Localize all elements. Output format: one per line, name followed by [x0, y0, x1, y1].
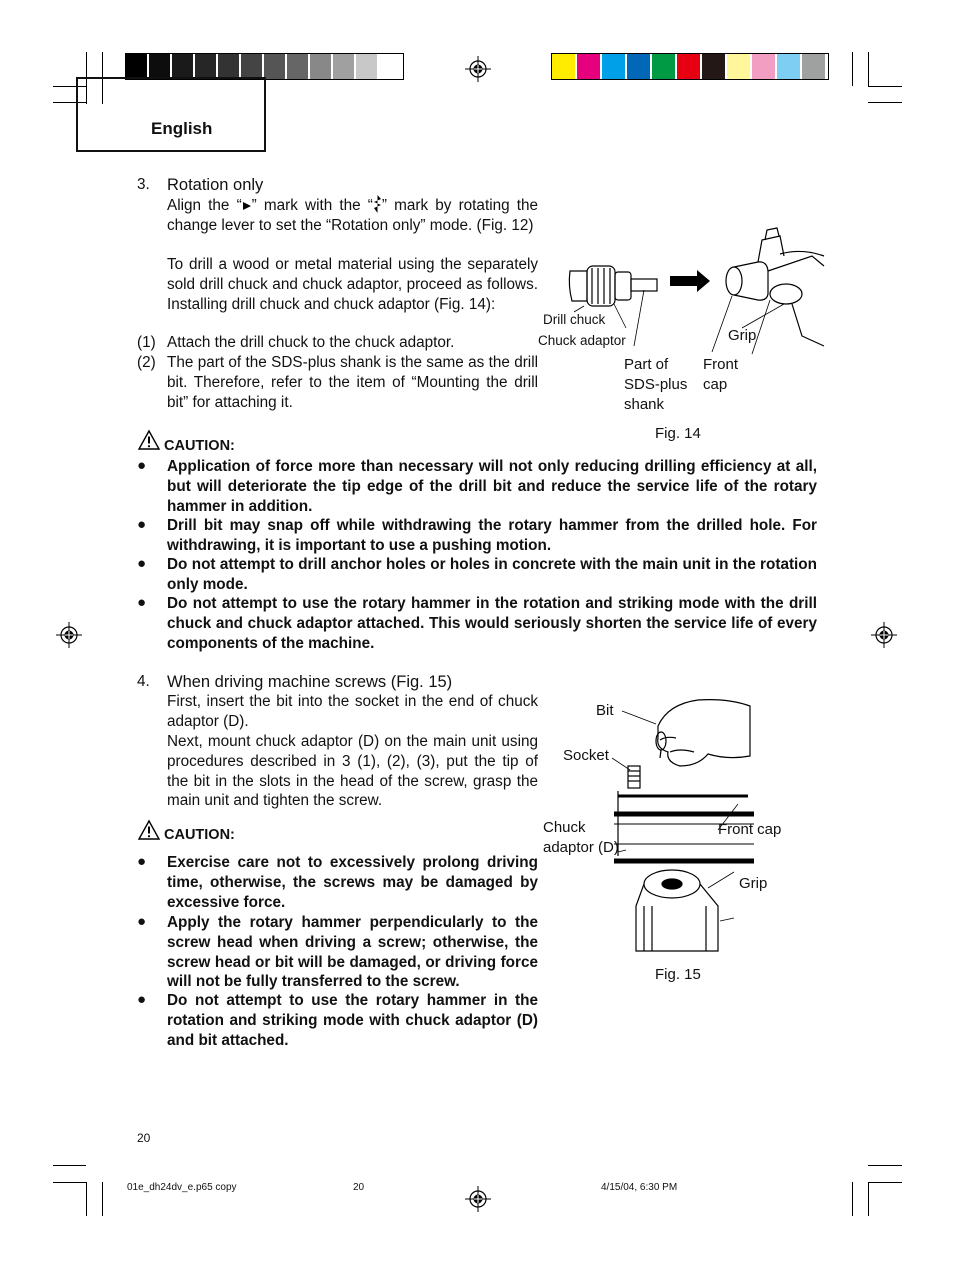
section3-title: Rotation only — [167, 176, 264, 194]
color-swatch — [287, 54, 308, 79]
registration-mark-right-icon — [871, 622, 897, 648]
grayscale-color-bar — [125, 53, 404, 80]
step-2-number: (2) — [137, 354, 156, 371]
fig14-caption: Fig. 14 — [655, 425, 701, 442]
section4-title: When driving machine screws (Fig. 15) — [167, 673, 453, 691]
color-swatch — [172, 54, 193, 79]
caution1-heading: CAUTION: — [164, 438, 235, 454]
color-swatch — [777, 54, 800, 79]
color-swatch — [218, 54, 239, 79]
color-swatch — [149, 54, 170, 79]
color-swatch — [310, 54, 331, 79]
fig15-caption: Fig. 15 — [655, 966, 701, 983]
step-1-text: Attach the drill chuck to the chuck adaptor. — [167, 334, 455, 351]
fig15-label-socket: Socket — [563, 747, 609, 764]
caution1-bullet-4: ● — [137, 594, 147, 611]
drill-bit-icon — [373, 195, 382, 213]
color-swatch — [677, 54, 700, 79]
language-label: English — [151, 119, 213, 138]
fig14-label-drill-chuck: Drill chuck — [543, 312, 606, 327]
color-swatch — [602, 54, 625, 79]
fig14-label-grip: Grip — [728, 327, 757, 344]
color-swatch — [627, 54, 650, 79]
caution1-item-2: Drill bit may snap off while withdrawing the rotary hammer from the drilled hole. For withdrawing, it is important to use a pushing motion. — [167, 517, 817, 554]
arrow-right-icon — [670, 270, 710, 292]
color-swatch — [702, 54, 725, 79]
footer-file-name: 01e_dh24dv_e.p65 copy — [127, 1182, 237, 1193]
fig15-label-grip: Grip — [739, 875, 768, 892]
caution2-bullet-2: ● — [137, 913, 147, 930]
caution2-item-2: Apply the rotary hammer perpendicularly to the screw head when driving a screw; otherwise, the screw head or bit will be damaged, or driving force will not be fully transferred to the screw. — [167, 914, 538, 991]
color-swatch — [356, 54, 377, 79]
fig14-label-cap: cap — [703, 376, 728, 393]
section3-number: 3. — [137, 176, 150, 193]
caution1-bullet-2: ● — [137, 516, 147, 533]
registration-mark-left-icon — [56, 622, 82, 648]
warning-triangle-icon — [138, 820, 160, 840]
caution2-bullet-3: ● — [137, 991, 147, 1008]
caution2-item-1: Exercise care not to excessively prolong driving time, otherwise, the screws may be damaged by excessive force. — [167, 854, 538, 911]
color-swatch — [241, 54, 262, 79]
color-swatch — [333, 54, 354, 79]
fig15-label-chuck: Chuck — [543, 819, 586, 836]
footer-date: 4/15/04, 6:30 PM — [601, 1182, 678, 1193]
caution1-bullet-3: ● — [137, 555, 147, 572]
caution1-item-1: Application of force more than necessary will not only reducing drilling efficiency at all, but will deteriorate the tip edge of the drill bit and reduce the service life of the rotary hammer in addition. — [167, 458, 817, 515]
caution1-bullet-1: ● — [137, 457, 147, 474]
caution1-item-3: Do not attempt to drill anchor holes or holes in concrete with the main unit in the rotation only mode. — [167, 556, 817, 593]
caution2-heading: CAUTION: — [164, 827, 235, 843]
play-arrow-icon — [242, 201, 252, 211]
color-swatch — [379, 54, 400, 79]
warning-triangle-icon — [138, 430, 160, 450]
color-swatch — [195, 54, 216, 79]
language-tab — [76, 77, 266, 152]
footer-file-page: 20 — [353, 1182, 365, 1193]
fig15-label-adaptor-d: adaptor (D) — [543, 839, 619, 856]
fig15-label-bit: Bit — [596, 702, 614, 719]
fig14-label-chuck-adaptor: Chuck adaptor — [538, 333, 626, 348]
color-swatch — [652, 54, 675, 79]
color-swatch — [552, 54, 575, 79]
caution2-item-3: Do not attempt to use the rotary hammer in the rotation and striking mode with chuck adaptor (D) and bit attached. — [167, 992, 538, 1049]
drill-chuck-drawing — [569, 266, 657, 306]
caution2-bullet-1: ● — [137, 853, 147, 870]
fig14-label-sds-plus: SDS-plus — [624, 376, 688, 393]
color-swatch — [727, 54, 750, 79]
color-swatch — [126, 54, 147, 79]
color-swatch — [577, 54, 600, 79]
page-number: 20 — [137, 1131, 151, 1145]
fig14-label-part-of: Part of — [624, 356, 669, 373]
color-swatch — [752, 54, 775, 79]
step-1-number: (1) — [137, 334, 156, 351]
registration-mark-top-icon — [465, 56, 491, 82]
section3-paragraph2: To drill a wood or metal material using the separately sold drill chuck and chuck adaptor, proceed as follows. Installing drill chuck and chuck adaptor (Fig. 14): — [167, 256, 538, 313]
caution1-item-4: Do not attempt to use the rotary hammer in the rotation and striking mode with the drill chuck and chuck adaptor attached. This would seriously shorten the service life of every components of the machine. — [167, 595, 817, 652]
hand-drawing — [658, 700, 750, 766]
section3-paragraph1: Align the “ ” mark with the “ ” mark by rotating the change lever to set the “Rotation only” mode. (Fig. 12) — [167, 197, 539, 234]
section4-number: 4. — [137, 673, 150, 690]
cmyk-color-bar — [551, 53, 829, 80]
fig14-label-front: Front — [703, 356, 739, 373]
fig14-label-shank: shank — [624, 396, 665, 413]
registration-mark-bottom-icon — [465, 1186, 491, 1212]
fig15-label-front-cap: Front cap — [718, 821, 782, 838]
color-swatch — [264, 54, 285, 79]
color-swatch — [802, 54, 825, 79]
section4-paragraph1: First, insert the bit into the socket in the end of chuck adaptor (D). — [167, 693, 538, 730]
section4-paragraph2: Next, mount chuck adaptor (D) on the main unit using procedures described in 3 (1), (2), (3), put the tip of the bit in the slots in the head of the screw, grasp the main unit and tighten the screw. — [167, 733, 538, 810]
step-2-text: The part of the SDS-plus shank is the same as the drill bit. Therefore, refer to the item of “Mounting the drill bit” for attaching it. — [167, 354, 538, 411]
